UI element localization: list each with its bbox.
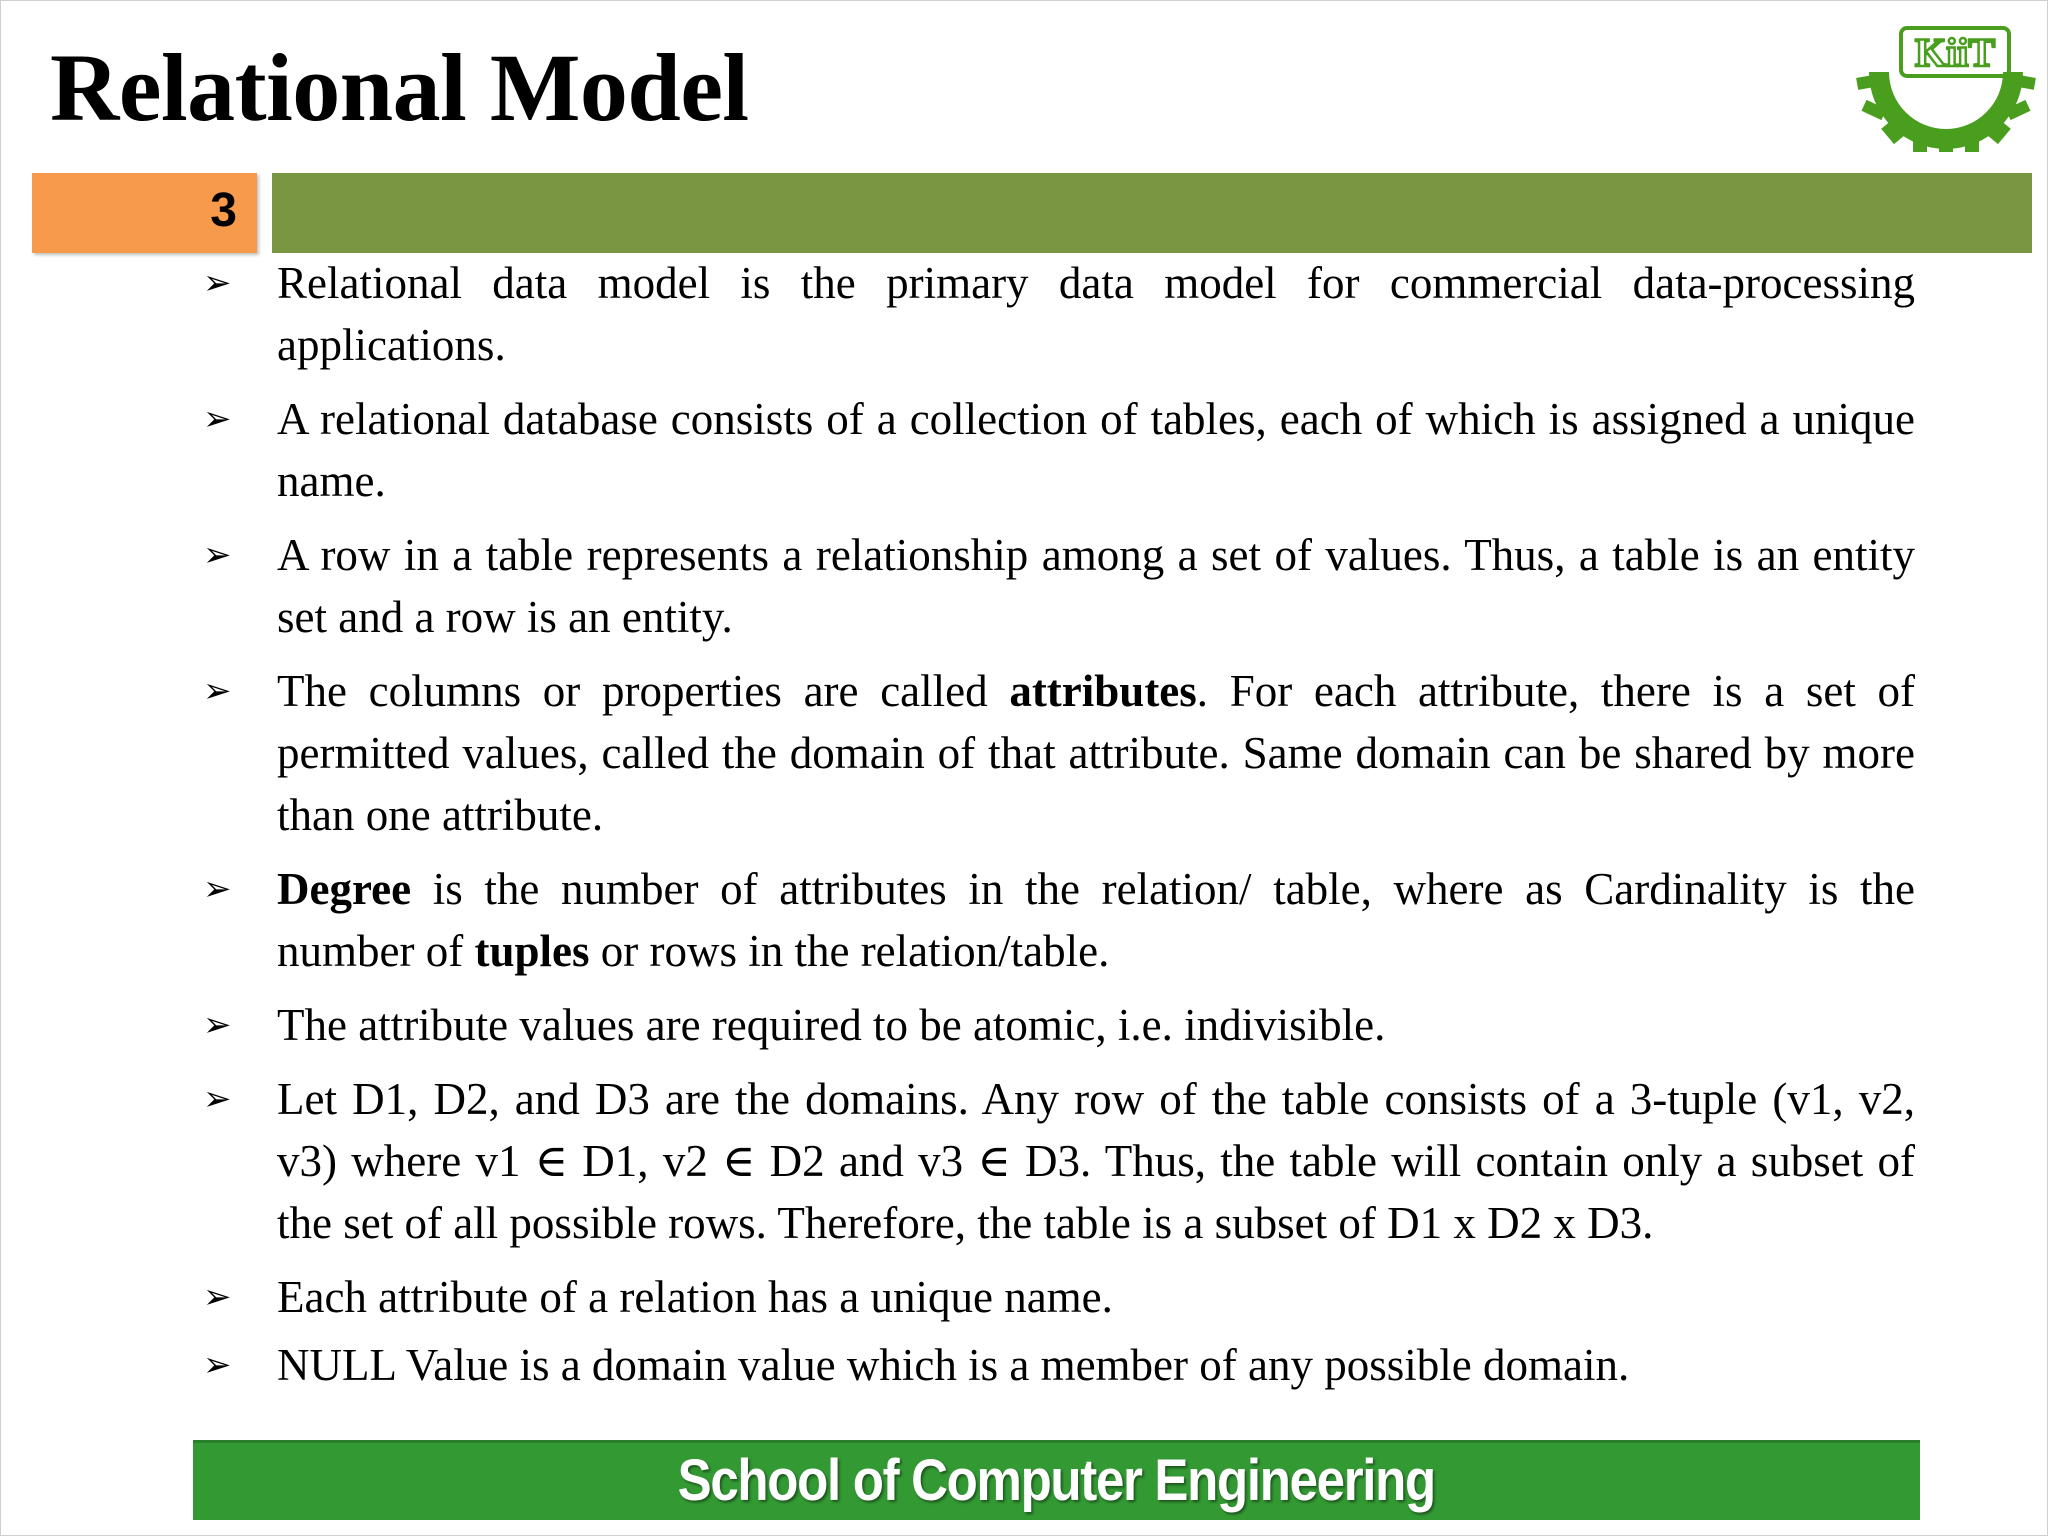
bullet-text: or rows in the relation/table.: [589, 926, 1110, 976]
footer-text: School of Computer Engineering: [677, 1448, 1436, 1513]
bullet-item: [195, 1266, 1915, 1328]
bold-term: tuples: [474, 926, 590, 976]
bold-term: attributes: [1009, 666, 1197, 716]
bullet-text: . For each attribute, there is a set of permitted values, called the domain of that attribute. Same domain can be shared by more than one attribute.: [277, 666, 1915, 840]
arrowhead-bullet-icon: ➢: [203, 1345, 232, 1385]
logo-text: KiiT: [1914, 30, 1996, 75]
bullet-text: A relational database consists of a collection of tables, each of which is assigned a unique name.: [277, 394, 1915, 506]
header-bar: [272, 173, 2032, 253]
arrowhead-bullet-icon: ➢: [203, 263, 232, 303]
arrowhead-bullet-icon: ➢: [203, 399, 232, 439]
bullet-item: [195, 252, 1915, 376]
bullet-item: [195, 994, 1915, 1056]
bullet-text: is the number of attributes in the relation/ table, where as Cardinality is the number of: [277, 864, 1915, 976]
bullet-text: The columns or properties are called: [277, 666, 1010, 716]
bold-term: Degree: [277, 864, 412, 914]
arrowhead-bullet-icon: ➢: [203, 1277, 232, 1317]
bullet-text: Let D1, D2, and D3 are the domains. Any row of the table consists of a 3-tuple (v1, v2, v3) where v1 ∈ D1, v2 ∈ D2 and v3 ∈ D3. Thus, the table will contain only a subset of the set of all possible rows. Therefore, the table is a subset of D1 x D2 x D3.: [277, 1074, 1915, 1248]
bullet-text: NULL Value is a domain value which is a member of any possible domain.: [277, 1340, 1630, 1390]
page-number-tab: [32, 173, 257, 253]
kiit-logo: [1855, 22, 2037, 152]
bullet-item: [195, 660, 1915, 846]
slide-title: Relational Model: [50, 34, 749, 141]
bullet-text: Relational data model is the primary data model for commercial data-processing applications.: [277, 258, 1915, 370]
page-number: 3: [210, 184, 237, 237]
arrowhead-bullet-icon: ➢: [203, 535, 232, 575]
bullet-item: [195, 524, 1915, 648]
bullet-item: [195, 388, 1915, 512]
arrowhead-bullet-icon: ➢: [203, 671, 232, 711]
arrowhead-bullet-icon: ➢: [203, 1079, 232, 1119]
bullet-text: The attribute values are required to be atomic, i.e. indivisible.: [277, 1000, 1386, 1050]
bullet-item: [195, 1068, 1915, 1254]
footer-banner: [193, 1440, 1920, 1520]
bullet-list: [195, 252, 1915, 1402]
bullet-text: A row in a table represents a relationship among a set of values. Thus, a table is an entity set and a row is an entity.: [277, 530, 1915, 642]
arrowhead-bullet-icon: ➢: [203, 1005, 232, 1045]
arrowhead-bullet-icon: ➢: [203, 869, 232, 909]
bullet-item: [195, 1334, 1915, 1396]
bullet-item: [195, 858, 1915, 982]
bullet-text: Each attribute of a relation has a unique name.: [277, 1272, 1113, 1322]
